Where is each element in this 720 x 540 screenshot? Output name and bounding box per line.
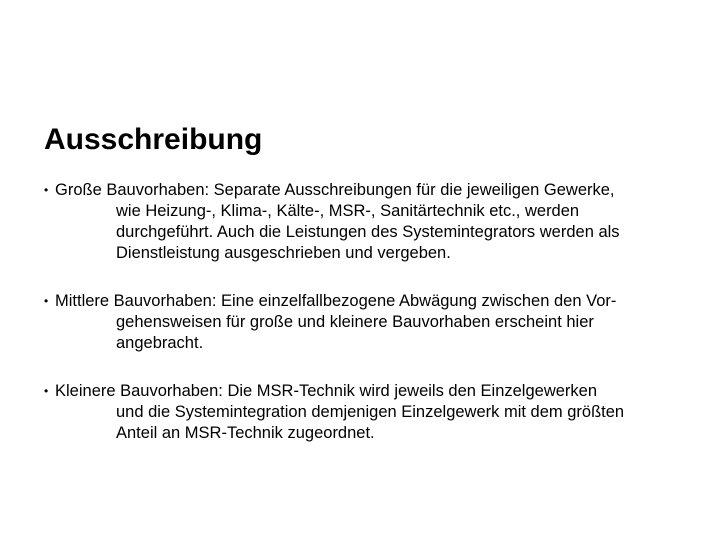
bullet-line: durchgeführt. Auch die Leistungen des Systemintegrators werden als xyxy=(116,223,620,241)
bullet-list xyxy=(44,180,694,444)
bullet-spacer xyxy=(44,264,694,291)
slide-title: Ausschreibung xyxy=(44,123,263,156)
bullet-item-medium-projects xyxy=(44,291,694,354)
bullet-item-small-projects xyxy=(44,381,694,444)
bullet-line: und die Systemintegration demjenigen Einzelgewerk mit dem größten xyxy=(116,403,625,421)
bullet-item-large-projects xyxy=(44,180,694,264)
bullet-icon: • xyxy=(44,384,49,398)
bullet-text: Mittlere Bauvorhaben: Eine einzelfallbezogene Abwägung zwischen den Vor- xyxy=(55,292,617,310)
bullet-line: gehensweisen für große und kleinere Bauvorhaben erscheint hier xyxy=(116,313,594,331)
bullet-line xyxy=(44,291,694,312)
bullet-spacer xyxy=(44,354,694,381)
bullet-line: Dienstleistung ausgeschrieben und vergeben. xyxy=(116,244,451,262)
bullet-text: Kleinere Bauvorhaben: Die MSR-Technik wird jeweils den Einzelgewerken xyxy=(55,382,598,400)
bullet-line: Anteil an MSR-Technik zugeordnet. xyxy=(116,424,375,442)
bullet-line xyxy=(44,381,694,402)
bullet-line: wie Heizung-, Klima-, Kälte-, MSR-, Sanitärtechnik etc., werden xyxy=(116,202,580,220)
bullet-text: Große Bauvorhaben: Separate Ausschreibungen für die jeweiligen Gewerke, xyxy=(55,181,615,199)
bullet-line xyxy=(44,180,694,201)
bullet-line: angebracht. xyxy=(116,334,204,352)
bullet-icon: • xyxy=(44,183,49,197)
bullet-icon: • xyxy=(44,294,49,308)
